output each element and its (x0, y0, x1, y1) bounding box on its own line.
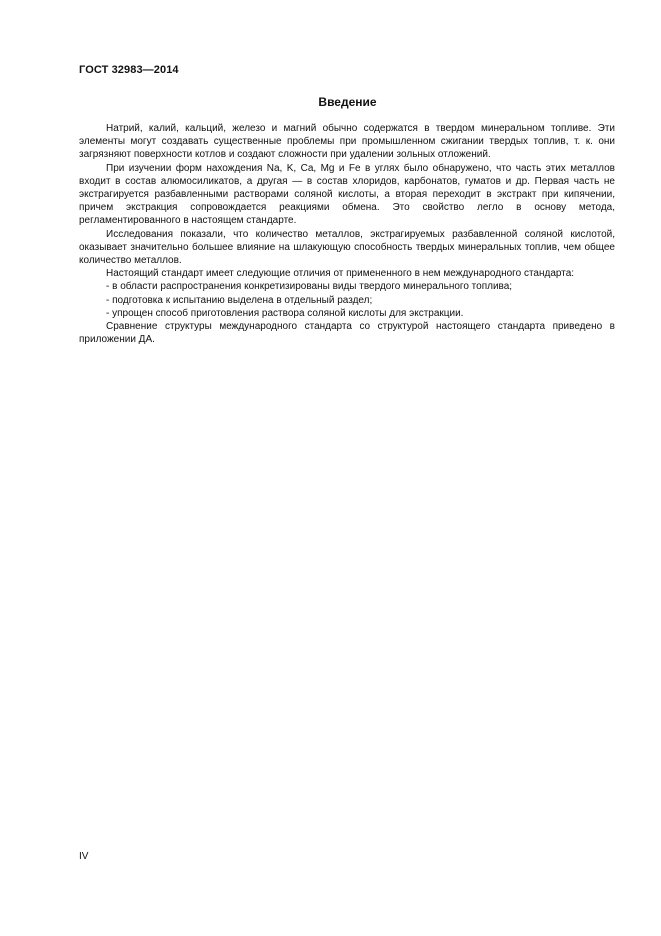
page-number: IV (79, 851, 89, 862)
paragraph: Натрий, калий, кальций, железо и магний обычно содержатся в твердом минеральном топливе. Эти элементы могут создавать существенные проблемы при промышленном сжигании твердых топлив, т. к. они загрязняют поверхности котлов и создают сложности при удалении зольных отложений. (79, 123, 615, 161)
paragraph: При изучении форм нахождения Na, K, Ca, Mg и Fe в углях было обнаружено, что часть этих металлов входит в состав алюмосиликатов, а другая — в состав хлоридов, карбонатов, гуматов и др. Первая часть не экстрагируется разбавленными растворами соляной кислоты, а вторая переходит в экстракт при кипячении, причем экстракция сопровождается реакциями обмена. Это свойство легло в основу метода, регламентированного в настоящем стандарте. (79, 162, 615, 227)
list-item: - подготовка к испытанию выделена в отдельный раздел; (106, 294, 373, 306)
closing-paragraph: Сравнение структуры международного стандарта со структурой настоящего стандарта приведено в приложении ДА. (79, 321, 615, 346)
section-title: Введение (318, 95, 377, 109)
paragraph: Настоящий стандарт имеет следующие отличия от примененного в нем международного стандарта: (106, 268, 575, 280)
introduction-body (79, 122, 615, 346)
paragraph: Исследования показали, что количество металлов, экстрагируемых разбавленной соляной кислотой, оказывает значительно большее влияние на шлакующую способность твердых минеральных топлив, чем общее количество металлов. (79, 228, 615, 267)
document-id: ГОСТ 32983—2014 (79, 64, 179, 76)
list-item: - упрощен способ приготовления раствора соляной кислоты для экстракции. (106, 307, 464, 319)
list-item: - в области распространения конкретизированы виды твердого минерального топлива; (106, 281, 513, 293)
